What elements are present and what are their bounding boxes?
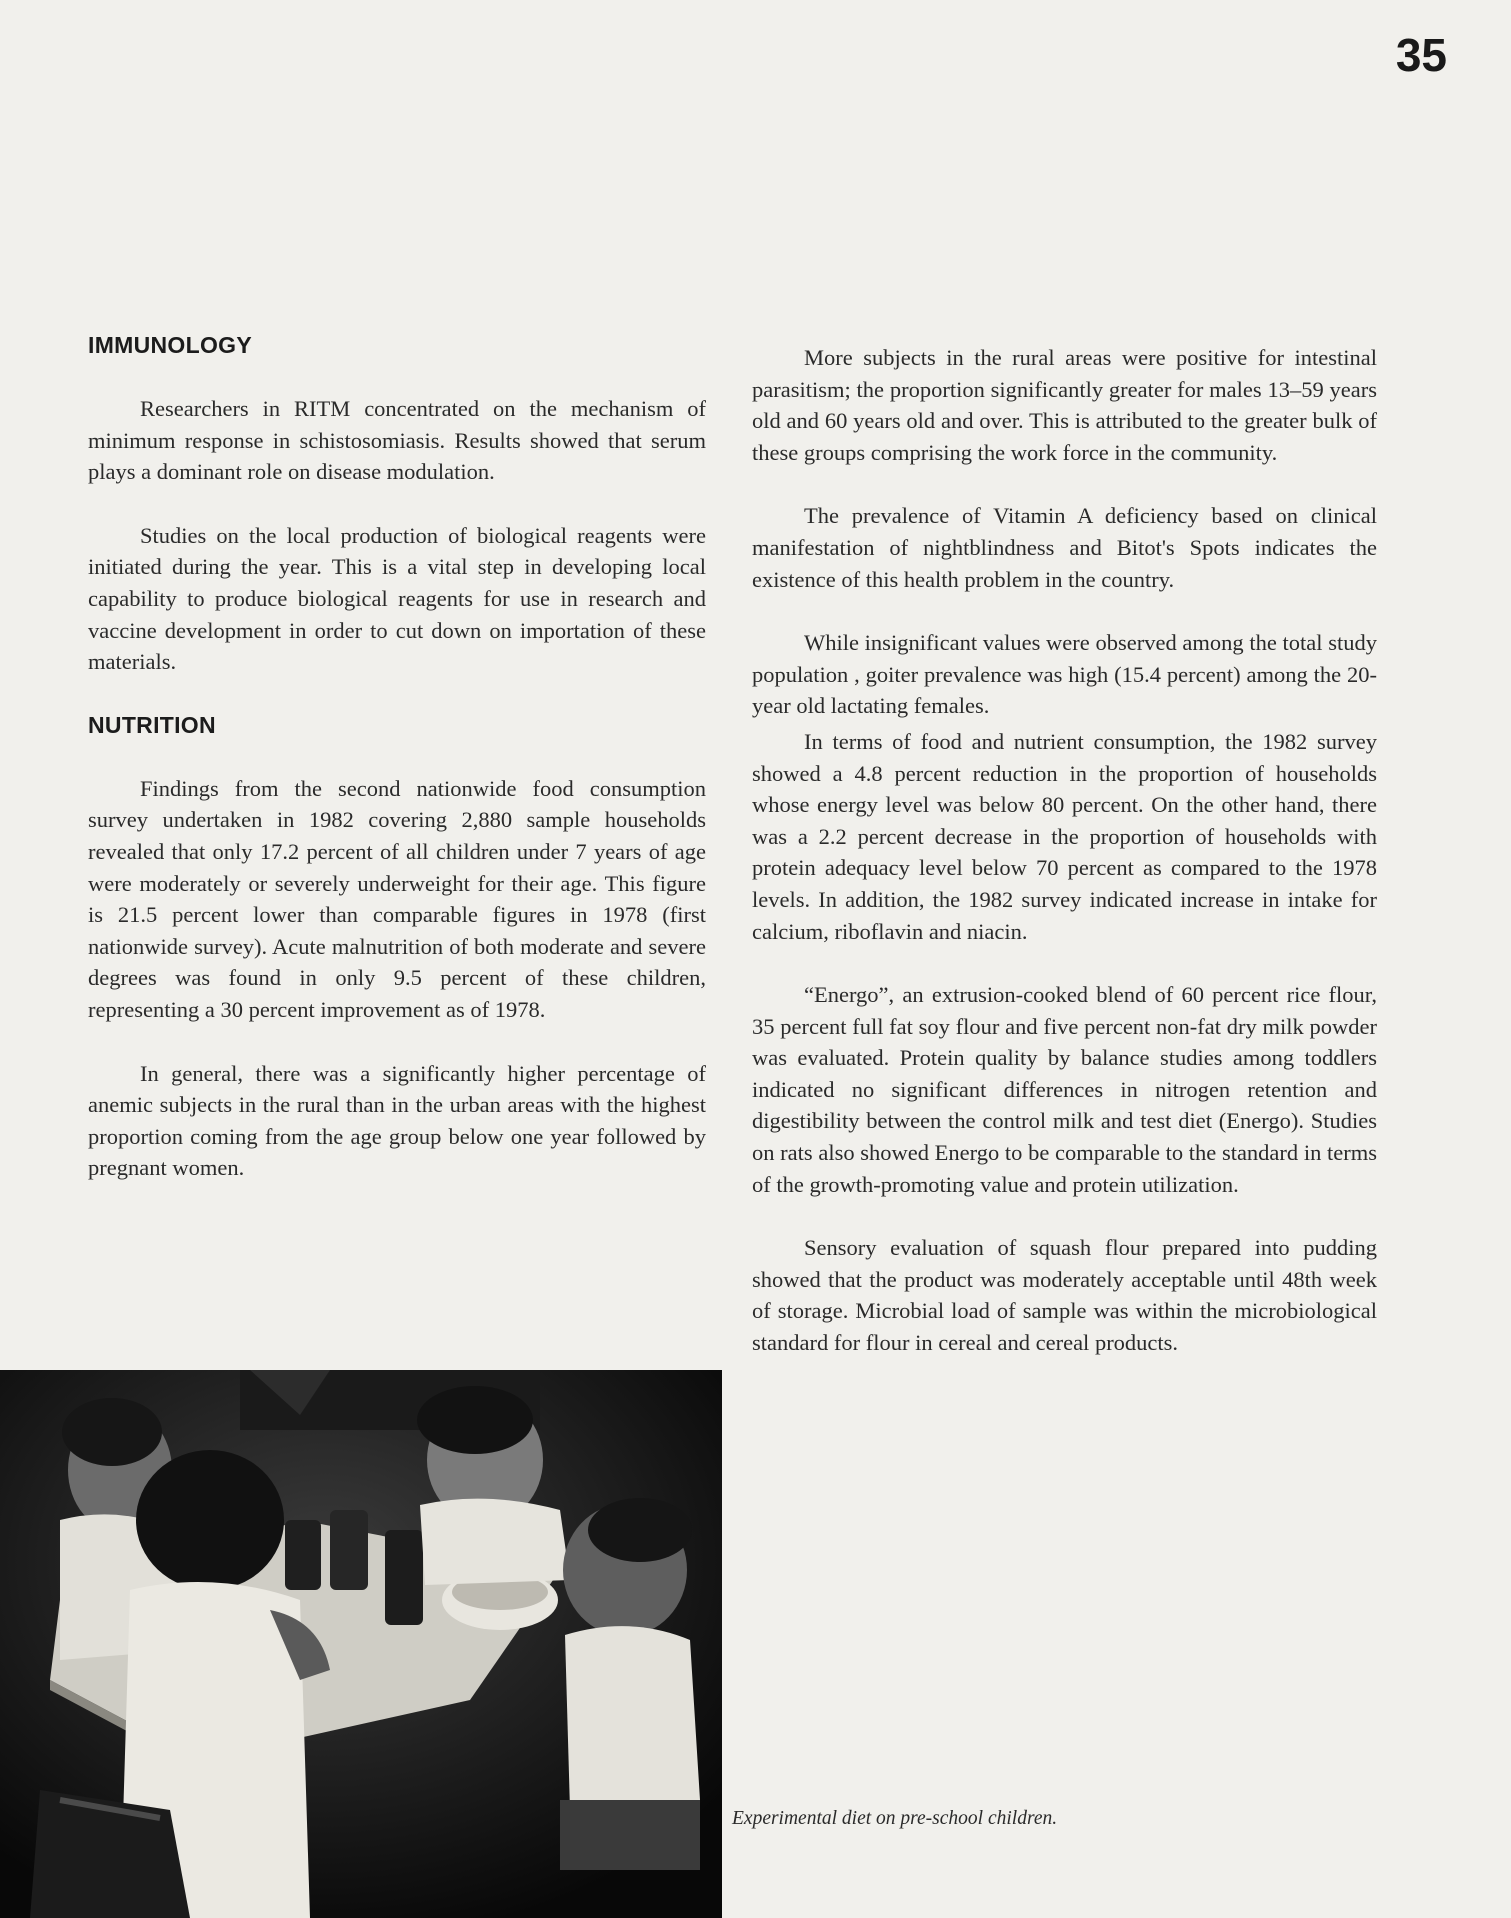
parasitism-paragraph: More subjects in the rural areas were positive for intestinal parasitism; the proportion significantly greater for males 13–59 years old and 60 years old and over. This is attributed to the greater bulk of these groups comprising the work force in the community. — [752, 345, 1377, 465]
energo-paragraph: “Energo”, an extrusion-cooked blend of 60 percent rice flour, 35 percent full fat soy flour and five percent non-fat dry milk powder was evaluated. Protein quality by balance studies among toddlers indicated no significant differences in nitrogen retention and digestibility between the control milk and test diet (Energo). Studies on rats also showed Energo to be comparable to the standard in terms of the growth-promoting value and protein utilization. — [752, 982, 1377, 1197]
vitamin-a-paragraph: The prevalence of Vitamin A deficiency based on clinical manifestation of nightblindness and Bitot's Spots indicates the existence of this health problem in the country. — [752, 503, 1377, 592]
children-eating-photo — [0, 1370, 722, 1918]
nutrition-heading: NUTRITION — [88, 711, 216, 738]
photo-illustration — [0, 1370, 722, 1918]
immunology-paragraph-2: Studies on the local production of biological reagents were initiated during the year. This is a vital step in developing local capability to produce biological reagents for use in research and vaccine development in order to cut down on importation of these materials. — [88, 522, 706, 675]
consumption-paragraph: In terms of food and nutrient consumption, the 1982 survey showed a 4.8 percent reduction in the proportion of households whose energy level was below 80 percent. On the other hand, there was a 2.2 percent decrease in the proportion of households with protein adequacy level below 70 percent as compared to the 1978 levels. In addition, the 1982 survey indicated increase in intake for calcium, riboflavin and niacin. — [752, 728, 1377, 944]
immunology-heading: IMMUNOLOGY — [88, 332, 252, 358]
nutrition-paragraph-2: In general, there was a significantly higher percentage of anemic subjects in the rural than in the urban areas with the highest proportion coming from the age group below one year followed by pregnant women. — [88, 1060, 706, 1181]
squash-flour-paragraph: Sensory evaluation of squash flour prepared into pudding showed that the product was moderately acceptable until 48th week of storage. Microbial load of sample was within the microbiological standard for flour in cereal and cereal products. — [752, 1235, 1377, 1356]
left-column — [88, 332, 706, 1184]
right-column — [752, 342, 1377, 1359]
immunology-paragraph-1: Researchers in RITM concentrated on the mechanism of minimum response in schistosomiasis. Results showed that serum plays a dominant role on disease modulation. — [88, 396, 706, 485]
nutrition-paragraph-1: Findings from the second nationwide food consumption survey undertaken in 1982 covering 2,880 sample households revealed that only 17.2 percent of all children under 7 years of age were moderately or severely underweight for their age. This figure is 21.5 percent lower than comparable figures in 1978 (first nationwide survey). Acute malnutrition of both moderate and severe degrees was found in only 9.5 percent of these children, representing a 30 percent improvement as of 1978. — [88, 775, 706, 1022]
goiter-paragraph: While insignificant values were observed among the total study population , goiter prevalence was high (15.4 percent) among the 20-year old lactating females. — [752, 630, 1377, 719]
photo-caption: Experimental diet on pre-school children. — [732, 1808, 1058, 1829]
page-number: 35 — [1395, 29, 1447, 81]
